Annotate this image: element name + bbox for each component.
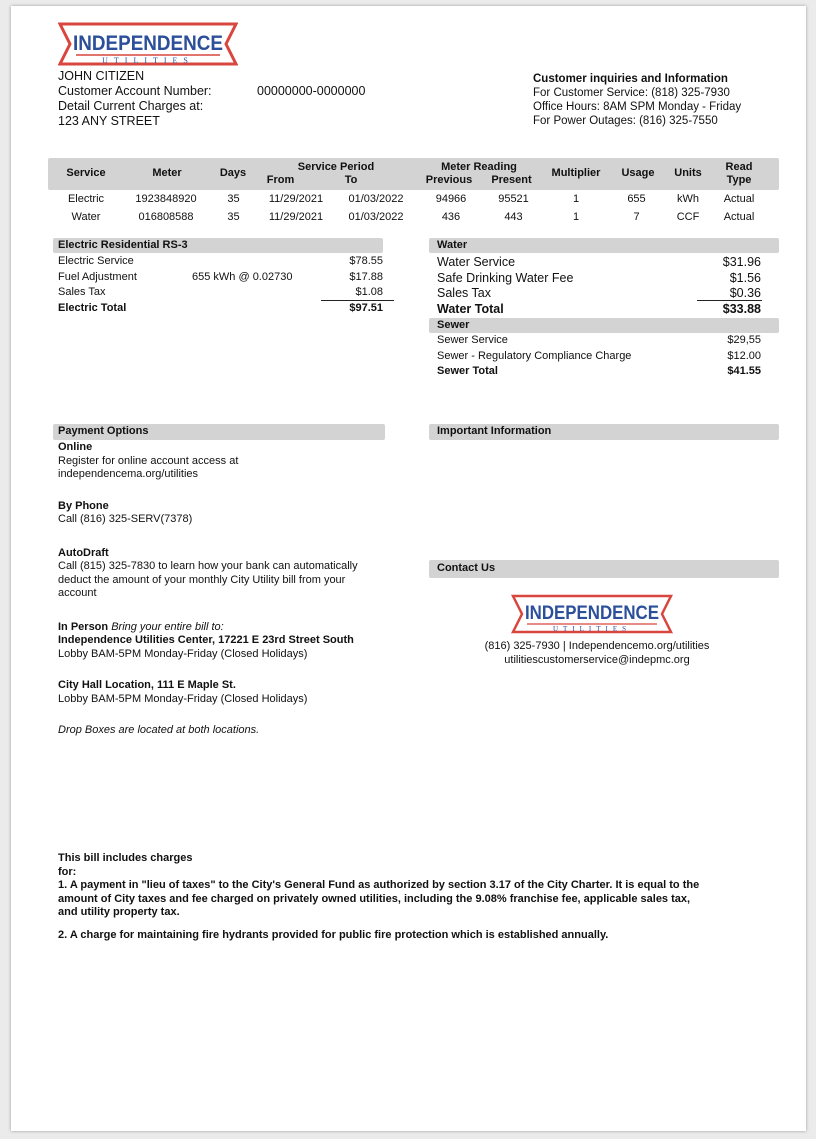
col-previous: Previous [425,174,473,186]
independence-logo-contact [511,594,673,634]
charge-label: Fuel Adjustment [58,270,137,283]
row-meter: 016808588 [138,211,194,223]
customer-service-phone: For Customer Service: (818) 325-7930 [533,87,730,99]
autodraft-text-2: deduct the amount of your monthly City Utility bill from your [58,573,346,586]
inperson-center: Independence Utilities Center, 17221 E 23rd Street South [58,634,354,646]
charge-label: Sales Tax [58,286,106,298]
col-present: Present [491,174,532,186]
sewer-title: Sewer [437,319,470,331]
sewer-total-row [437,365,761,381]
water-total-label: Water Total [437,301,504,316]
dropbox-note: Drop Boxes are located at both locations. [58,724,260,736]
col-days: Days [219,167,247,179]
sewer-total: $41.55 [727,365,761,377]
footer-item1-1: 1. A payment in "lieu of taxes" to the City's General Fund as authorized by section 3.17 of the City Charter. It is equal to the [58,879,700,891]
charge-detail: 655 kWh @ 0.02730 [192,270,293,283]
charge-amount: $12.00 [727,349,761,362]
col-read: Read [725,161,753,173]
office-hours: Office Hours: 8AM SPM Monday - Friday [533,101,742,113]
logo-subtitle: UTILITIES [552,625,632,633]
row-read-type: Actual [723,211,755,223]
inperson-note: Bring your entire bill to: [111,620,224,633]
contact-info [429,640,765,667]
charge-amount: $0.36 [729,286,761,300]
footer-intro-1: This bill includes charges [58,852,193,864]
row-from: 11/29/2021 [268,193,324,205]
row-units: kWh [677,193,699,205]
payment-options [58,441,403,738]
sewer-charges [437,334,761,381]
inperson-hours: Lobby BAM-5PM Monday-Friday (Closed Holidays) [58,647,308,660]
col-units: Units [674,167,702,179]
payment-title: Payment Options [58,425,149,437]
row-units: CCF [676,211,700,223]
charge-amount: $31.96 [722,255,761,269]
charge-label: Sewer Service [437,334,508,346]
row-service: Water [71,211,101,223]
water-header-bar [429,238,779,253]
sewer-line-item [437,350,761,366]
electric-total-rule [321,300,394,301]
customer-name: JOHN CITIZEN [58,69,145,83]
charge-amount: $1.56 [729,270,761,285]
water-line-item [437,271,761,287]
footer-item1-2: amount of City taxes and fee charged on privately owned utilities, including the 9.08% franchise fee, applicable sales tax, [58,892,691,905]
autodraft-title: AutoDraft [58,546,109,559]
customer-block [58,69,212,129]
charge-label: Water Service [437,255,516,269]
water-line-item [437,255,761,271]
online-title: Online [58,441,93,453]
col-from: From [266,174,295,186]
row-to: 01/03/2022 [348,211,404,223]
bill-page [11,6,806,1131]
inquiries-block [533,72,741,128]
col-service: Service [66,167,106,179]
online-text-2: independencema.org/utilities [58,468,199,480]
electric-total: $97.51 [349,301,383,314]
charge-label: Sales Tax [437,286,491,300]
row-to: 01/03/2022 [348,193,404,205]
col-type: Type [726,174,752,186]
water-title: Water [437,239,468,251]
inperson-title: In Person [58,620,109,633]
row-present: 95521 [498,193,529,205]
row-service: Electric [67,193,105,205]
footer-intro-2: for: [58,865,77,878]
footer-notes [58,852,768,942]
col-usage: Usage [621,167,655,179]
row-read-type: Actual [723,193,755,205]
account-number: 00000000-0000000 [257,84,366,98]
sewer-total-label: Sewer Total [437,365,498,377]
row-days: 35 [227,211,240,223]
water-total-rule [697,300,762,301]
cityhall-title: City Hall Location, 111 E Maple St. [58,679,236,691]
water-total: $33.88 [722,301,761,316]
charge-label: Electric Service [58,255,134,267]
electric-title: Electric Residential RS-3 [58,239,188,251]
water-charges [437,255,761,317]
row-meter: 1923848920 [135,193,197,205]
phone-text: Call (816) 325-SERV(7378) [58,513,193,525]
electric-line-item [58,255,398,271]
row-multiplier: 1 [572,211,580,223]
power-outage-phone: For Power Outages: (816) 325-7550 [533,115,718,127]
detail-label: Detail Current Charges at: [58,99,204,113]
row-previous: 94966 [435,193,467,205]
autodraft-text-3: account [58,587,97,599]
contact-title: Contact Us [437,562,496,574]
charge-amount: $1.08 [355,286,383,298]
col-service-period: Service Period [297,161,375,173]
inquiries-title: Customer inquiries and Information [533,73,728,85]
col-meter: Meter [152,167,182,179]
col-meter-reading: Meter Reading [441,161,517,173]
logo-wordmark: INDEPENDENCE [525,603,659,624]
row-usage: 655 [627,193,646,205]
logo-subtitle: UTILITIES [102,56,194,65]
electric-charges [58,255,398,317]
important-title: Important Information [437,425,552,437]
account-label: Customer Account Number: [58,84,212,98]
cityhall-hours: Lobby BAM-5PM Monday-Friday (Closed Holidays) [58,692,308,705]
autodraft-text-1: Call (815) 325-7830 to learn how your bank can automatically [58,560,358,572]
charge-label: Safe Drinking Water Fee [437,270,574,285]
footer-item1-3: and utility property tax. [58,906,180,918]
service-address: 123 ANY STREET [58,114,160,128]
footer-item2: 2. A charge for maintaining fire hydrants provided for public fire protection which is established annually. [58,928,609,941]
charge-label: Sewer - Regulatory Compliance Charge [437,349,632,362]
charge-amount: $78.55 [349,255,383,267]
charge-amount: $29,55 [727,334,761,346]
row-days: 35 [227,193,240,205]
water-total-row [437,302,761,318]
logo-wordmark: INDEPENDENCE [73,32,223,55]
charge-amount: $17.88 [349,270,383,283]
row-multiplier: 1 [572,193,580,205]
row-present: 443 [504,211,523,223]
electric-total-label: Electric Total [58,301,127,314]
sewer-header-bar [429,318,779,333]
electric-line-item [58,271,398,287]
online-text-1: Register for online account access at [58,454,239,467]
col-to: To [344,174,358,186]
row-usage: 7 [633,211,640,223]
contact-phone-web: (816) 325-7930 | Independencemo.org/utilities [484,640,710,652]
sewer-line-item [437,334,761,350]
phone-title: By Phone [58,499,109,512]
electric-total-row [58,302,398,318]
independence-logo [58,22,238,66]
col-multiplier: Multiplier [551,167,601,179]
row-from: 11/29/2021 [268,211,324,223]
contact-email: utilitiescustomerservice@indepmc.org [504,653,690,666]
row-previous: 436 [441,211,461,223]
